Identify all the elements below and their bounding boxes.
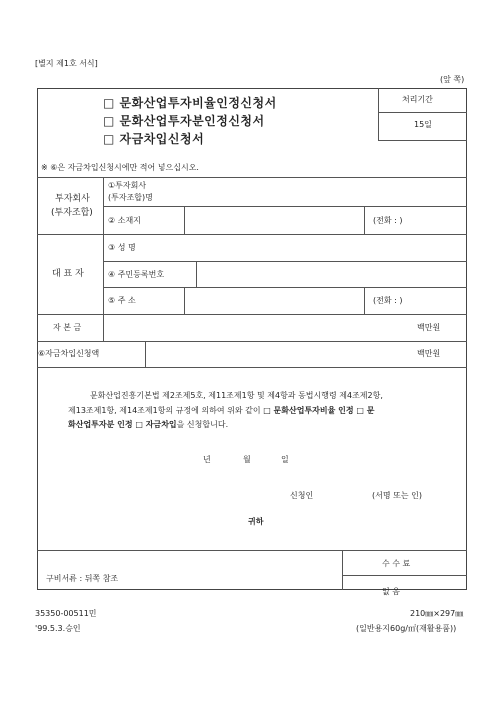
- footer-code: 35350-00511민: [35, 609, 97, 618]
- date-day: 일: [281, 455, 289, 464]
- footer-approval: '99.5.3.승인: [35, 624, 81, 633]
- capital-unit: 백만원: [417, 323, 441, 332]
- fee-label: 수 수 료: [382, 559, 411, 568]
- representative-label: 대 표 자: [52, 269, 84, 279]
- fee-value: 없 음: [382, 587, 400, 596]
- representative-phone-label: (전화 : ): [373, 296, 403, 305]
- representative-name-label: ③ 성 명: [108, 243, 136, 252]
- title-loan-application: □ 자금차입신청서: [103, 132, 205, 146]
- required-documents: 구비서류 : 뒤쪽 참조: [46, 574, 119, 583]
- notice-text: ※ ⑥은 자금차입신청시에만 적어 넣으십시오.: [41, 163, 199, 172]
- capital-label: 자 본 금: [53, 323, 82, 332]
- addressee: 귀하: [248, 517, 264, 526]
- processing-period-value: 15일: [414, 120, 432, 129]
- processing-period-label: 처리기간: [402, 95, 433, 104]
- applicant-label: 신청인: [290, 491, 314, 500]
- loan-unit: 백만원: [417, 349, 441, 358]
- footer-paper-size: 210㎜×297㎜: [410, 609, 464, 618]
- body-line-3: 화산업투자분 인정 □ 자금차입을 신청합니다.: [68, 420, 229, 429]
- title-investment-share: □ 문화산업투자분인정신청서: [103, 114, 265, 128]
- body-line-1: 문화산업진흥기본법 제2조제5호, 제11조제1항 및 제4항과 동법시행령 제4조제2항,: [90, 391, 383, 400]
- date-month: 월: [243, 455, 251, 464]
- form-number: [별지 제1호 서식]: [35, 59, 98, 68]
- body-line-2: 제13조제1항, 제14조제1항의 규정에 의하여 위와 같이 □ 문화산업투자비율 인정 □ 문: [68, 406, 375, 415]
- footer-paper-type: (일반용지60g/㎡(재활용품)): [356, 624, 457, 633]
- investor-name-label-sub: (투자조합)명: [108, 193, 153, 202]
- front-side-label: (앞 쪽): [440, 75, 465, 84]
- investor-address-label: ② 소재지: [108, 216, 141, 225]
- investor-phone-label: (전화 : ): [373, 216, 403, 225]
- investor-name-label: ①투자회사: [108, 181, 147, 190]
- investor-label-sub: (투자조합): [51, 208, 93, 218]
- title-investment-ratio: □ 문화산업투자비율인정신청서: [103, 96, 277, 110]
- loan-label: ⑥자금차입신청액: [38, 349, 100, 358]
- applicant-sign: (서명 또는 인): [372, 491, 422, 500]
- representative-address-label: ⑤ 주 소: [108, 296, 136, 305]
- resident-number-label: ④ 주민등록번호: [108, 270, 165, 279]
- investor-label: 투자회사: [55, 194, 90, 204]
- date-year: 년: [203, 455, 211, 464]
